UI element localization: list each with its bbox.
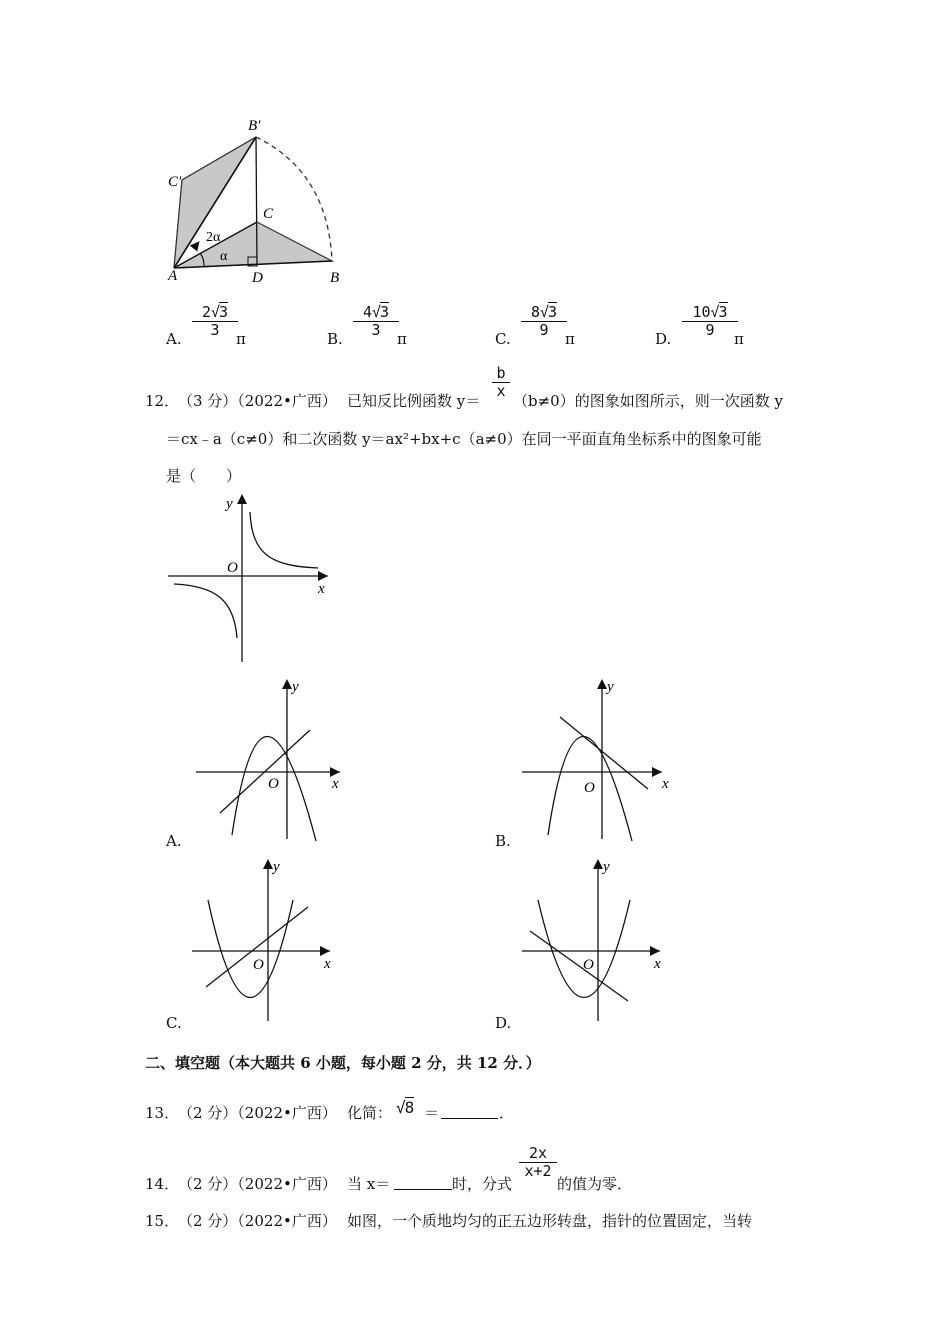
q14-answer-blank[interactable] [394, 1173, 452, 1190]
q12-meta: （3 分）（2022•广西） [178, 392, 337, 410]
svg-text:y: y [273, 859, 280, 875]
two-alpha-arc [194, 243, 198, 248]
parabola [208, 900, 293, 998]
q12-option-c-label[interactable]: C. [166, 1014, 182, 1032]
q12-line2: ＝cx﹣a（c≠0）和二次函数 y＝ax²+bx+c（a≠0）在同一平面直角坐标系中的图象可能 [166, 430, 762, 448]
q12-reference-graph [160, 490, 340, 665]
q11-option-d-fraction: $\frac{10√3}{9}$ [682, 304, 738, 339]
q11-geometry-figure [160, 110, 360, 290]
q12-option-b-label[interactable]: B. [495, 832, 511, 850]
section2-heading: 二、填空题（本大题共 6 小题，每小题 2 分，共 12 分．） [145, 1054, 541, 1072]
svg-text:x: x [324, 956, 331, 972]
label-d: D [252, 270, 263, 286]
q12-line3: 是（ ） [166, 467, 242, 485]
q12-option-c-graph[interactable] [190, 855, 340, 1025]
line [560, 717, 648, 789]
svg-text:y: y [603, 859, 610, 875]
svg-text:y: y [292, 679, 299, 695]
q12-option-a-label[interactable]: A. [166, 832, 182, 850]
q11-option-b-fraction: $\frac{4√3}{3}$ [353, 304, 399, 339]
label-b: B [330, 270, 340, 286]
svg-text:O: O [268, 776, 279, 792]
label-b-prime: B′ [248, 118, 261, 134]
label-a: A [168, 268, 178, 284]
label-alpha: α [220, 249, 228, 264]
q14-fraction: $\frac{2x}{x+2}$ [519, 1145, 557, 1180]
svg-text:y: y [226, 496, 233, 512]
hyperbola-branch-q1 [250, 512, 318, 568]
svg-text:x: x [654, 956, 661, 972]
q11-option-a-letter: A. [166, 330, 182, 348]
q11-option-c-fraction: $\frac{8√3}{9}$ [521, 304, 567, 339]
q13-sqrt: √8 [396, 1098, 415, 1117]
svg-text:O: O [584, 780, 595, 796]
q11-option-a-fraction: $\frac{2√3}{3}$ [192, 304, 238, 339]
parabola [538, 900, 630, 998]
q12-option-b-graph[interactable] [520, 675, 690, 845]
label-c-prime: C′ [168, 174, 182, 190]
svg-text:x: x [332, 776, 339, 792]
q12-text-part1: 已知反比例函数 y＝ [347, 392, 481, 410]
hyperbola-branch-q3 [174, 584, 237, 638]
svg-text:O: O [583, 957, 594, 973]
q12-text-part2: （b≠0）的图象如图所示，则一次函数 y [513, 392, 783, 410]
label-two-alpha: 2α [206, 230, 221, 245]
svg-text:x: x [662, 776, 669, 792]
svg-text:x: x [318, 581, 325, 597]
q12-option-d-graph[interactable] [520, 855, 670, 1025]
q12-number: 12． [145, 392, 180, 410]
q12-fraction-b-over-x: $\frac{b}{x}$ [492, 365, 510, 400]
label-c: C [263, 206, 274, 222]
svg-text:O: O [253, 957, 264, 973]
line [530, 931, 628, 1001]
q12-option-d-label[interactable]: D. [495, 1014, 512, 1032]
q12-option-a-graph[interactable] [190, 675, 360, 845]
line [206, 907, 308, 987]
svg-text:O: O [227, 560, 238, 576]
svg-text:y: y [607, 679, 614, 695]
q13-answer-blank[interactable] [441, 1102, 498, 1119]
